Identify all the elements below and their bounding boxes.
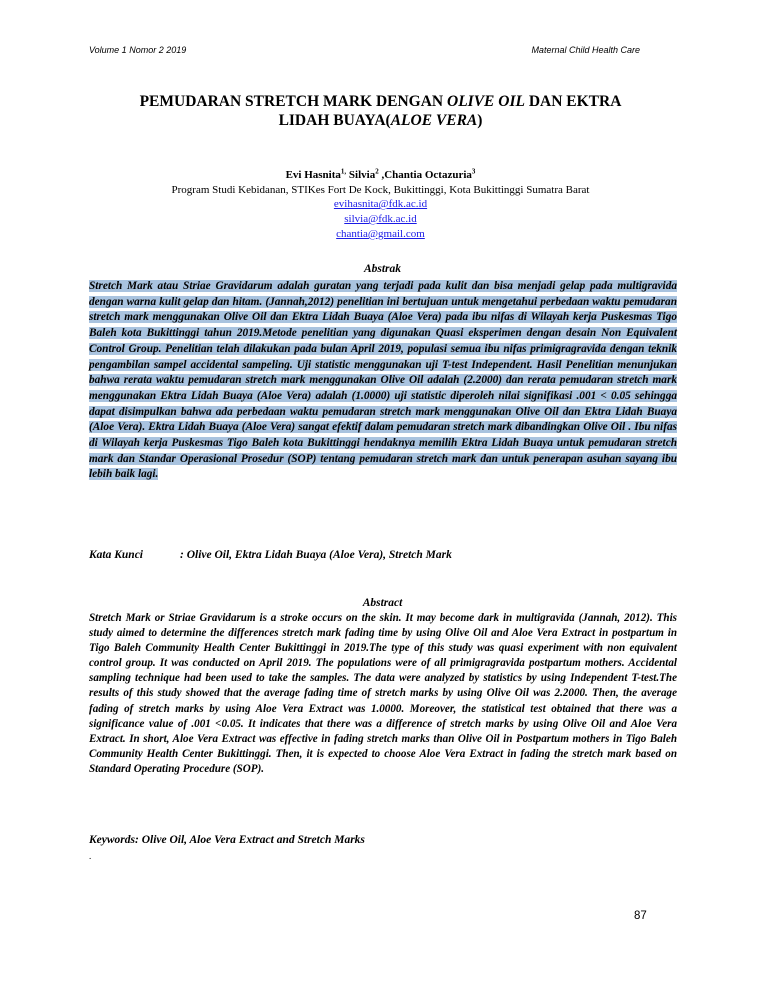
affiliation: Program Studi Kebidanan, STIKes Fort De Kock, Bukittinggi, Kota Bukittinggi Sumatra Barat <box>171 184 590 196</box>
page-number: 87 <box>634 910 647 922</box>
keywords-id-value: : Olive Oil, Ektra Lidah Buaya (Aloe Vera), Stretch Mark <box>180 549 452 561</box>
keywords-en-value: : Olive Oil, Aloe Vera Extract and Stretch Marks <box>135 834 365 846</box>
email-link[interactable]: evihasnita@fdk.ac.id <box>333 198 428 210</box>
abstract-id-body <box>89 279 677 483</box>
email-link[interactable]: silvia@fdk.ac.id <box>344 213 417 225</box>
title-line-2: LIDAH BUAYA(ALOE VERA) <box>278 112 483 129</box>
keywords-en-label: Keywords <box>89 834 135 846</box>
paper-title <box>60 92 701 130</box>
keywords-id <box>89 549 676 561</box>
header-journal-name: Maternal Child Health Care <box>531 45 640 55</box>
keywords-id-label: Kata Kunci <box>89 549 144 561</box>
abstract-id-heading: Abstrak <box>363 263 402 275</box>
keywords-en <box>89 834 676 846</box>
author-block <box>60 168 701 242</box>
trailing-mark: . <box>89 851 92 861</box>
title-line-1: PEMUDARAN STRETCH MARK DENGAN OLIVE OIL DAN EKTRA <box>139 93 622 110</box>
abstract-id-text: Stretch Mark atau Striae Gravidarum adalah guratan yang terjadi pada kulit dan bisa menjadi gelap pada multigravida dengan warna kulit gelap dan hitam. (Jannah,2012) penelitian ini bertujuan untuk mengetahui perbedaan waktu pemudaran stretch mark menggunakan Olive Oil dan Ektra Lidah Buaya (Aloe Vera) pada ibu nifas di Wilayah kerja Puskesmas Tigo Baleh kota Bukittinggi tahun 2019.Metode penelitian yang digunakan Quasi eksperimen dengan desain Non Equivalent Control Group. Penelitian telah dilakukan pada bulan April 2019, populasi semua ibu nifas primigragravida dengan teknik pengambilan sampel accidental sampeling. Uji statistic menggunakan uji T-test Independent. Hasil Penelitian menunjukan bahwa rerata waktu pemudaran stretch mark menggunakan Olive Oil adalah (2.2000) dan rerata pemudaran stretch mark menggunakan Ektra Lidah Buaya (Aloe Vera) adalah (1.0000) uji statistic diperoleh nilai signifikasi .001 < 0.05 sehingga dapat disimpulkan bahwa ada perbedaan waktu pemudaran stretch mark menggunakan Olive Oil dan Ektra Lidah Buaya (Aloe Vera). Ektra Lidah Buaya (Aloe Vera) sangat efektif dalam pemudaran stretch mark dibandingkan Olive Oil . Ibu nifas di Wilayah kerja Puskesmas Tigo Baleh kota Bukittinggi hendaknya memilih Ektra Lidah Buaya untuk pemudaran stretch mark dan Standar Operasional Prosedur (SOP) tentang pemudaran stretch mark dan untuk penerapan asuhan sayang ibu lebih baik lagi. <box>89 280 677 481</box>
header-volume: Volume 1 Nomor 2 2019 <box>89 45 187 55</box>
abstract-en-heading: Abstract <box>362 597 403 609</box>
abstract-en-body: Stretch Mark or Striae Gravidarum is a stroke occurs on the skin. It may become dark in multigravida (Jannah, 2012). This study aimed to determine the differences stretch mark fading time by using Olive Oil and Aloe Vera Extract in postpartum in Tigo Baleh Community Health Center Bukittinggi in 2019.The type of this study was quasi experiment with non equivalent control group. It was conducted on April 2019. The populations were of all primigragravida postpartum mothers. Accidental sampling technique had been used to take the samples. The data were analyzed by statistics by using Independent T-test.The results of this study showed that the average fading time of stretch marks by using Olive Oil was 2.2000. Then, the average fading of stretch marks by using Aloe Vera Extract was 1.0000. Moreover, the statistical test obtained that there was a significance value of .001 <0.05. It indicates that there was a difference of stretch marks by using Olive Oil and Aloe Vera Extract. In short, Aloe Vera Extract was effective in fading stretch marks than Olive Oil in Postpartum mothers in Tigo Baleh Community Health Center Bukittinggi. Then, it is expected to choose Aloe Vera Extract in fading the stretch mark based on Standard Operating Procedure (SOP). <box>89 612 677 775</box>
email-link[interactable]: chantia@gmail.com <box>336 228 425 240</box>
running-header <box>89 45 640 55</box>
author-names: Evi Hasnita$^{1,}$ Silvia$^2$ ,Chantia Octazuria$^3$ <box>285 167 476 181</box>
